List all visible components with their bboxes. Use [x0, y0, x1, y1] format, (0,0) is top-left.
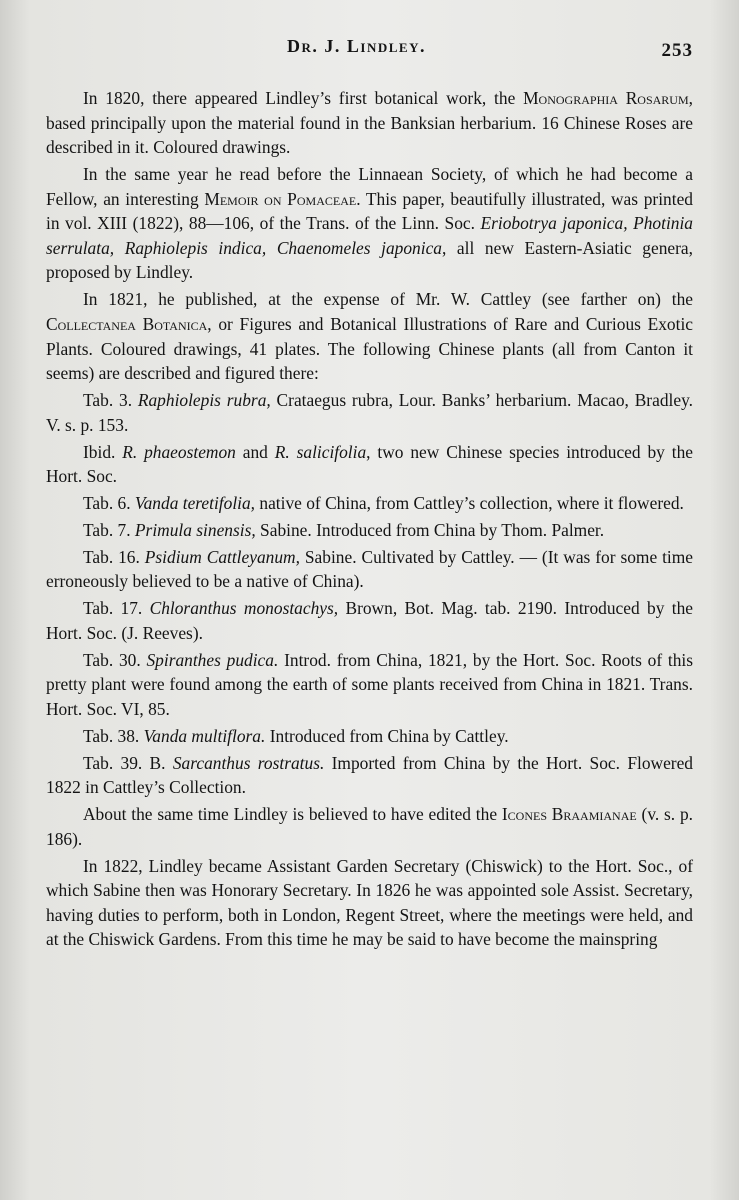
italic-text: Psidium Cattleyanum, [144, 546, 300, 567]
paragraph [46, 440, 693, 489]
italic-text: Raphiolepis rubra, [137, 390, 271, 411]
text-run: , all new Eastern-Asiatic genera, proposed by Lindley. [46, 237, 693, 283]
paragraph [46, 86, 693, 160]
text-run: In the same year he read before the Linnaean Society, of which he had become a Fellow, an interesting [46, 164, 693, 209]
paragraph [46, 162, 693, 285]
text-run: Tab. 16. [83, 546, 145, 567]
page-number: 253 [661, 40, 693, 61]
italic-text: Vanda teretifolia, [134, 492, 256, 513]
text-run: In 1821, he published, at the expense of Mr. W. Cattley (see farther on) the [83, 289, 693, 310]
paragraph [46, 388, 693, 437]
paragraph [46, 518, 693, 543]
text-run: Tab. 7. [83, 519, 135, 540]
small-caps-title: Collectanea Botanica [46, 313, 208, 334]
text-run: Imported from China by the Hort. Soc. Flowered 1822 in Cattley’s Collection. [46, 752, 693, 798]
text-run: , two new Chinese species introduced by the Hort. Soc. [46, 441, 693, 487]
text-run: and [235, 441, 275, 462]
italic-text: R. salicifolia [274, 441, 367, 462]
text-run: Tab. 39. B. [83, 752, 173, 773]
paragraph [46, 596, 693, 645]
paragraph [46, 724, 693, 749]
text-run: . This paper, beautifully illustrated, was printed in vol. XIII (1822), 88—106, of the Trans. of the Linn. Soc. [46, 188, 693, 234]
small-caps-title: Monographia Rosarum [523, 88, 689, 108]
text-run: About the same time Lindley is believed to have edited the [83, 804, 502, 825]
text-run: Sabine. Cultivated by Cattley. — (It was for some time erroneously believed to be a native of China). [46, 546, 694, 592]
text-run: Tab. 38. [83, 725, 144, 746]
italic-text: Spiranthes pudica. [146, 649, 279, 670]
page-header [0, 36, 739, 66]
small-caps-title: Memoir on Pomaceae [204, 188, 357, 209]
text-run: Sabine. Introduced from China by Thom. Palmer. [255, 519, 605, 540]
text-run: Crataegus rubra, Lour. Banks’ herbarium. Macao, Bradley. V. s. p. 153. [46, 390, 693, 435]
paragraph [46, 648, 693, 722]
text-run: , based principally upon the material found in the Banksian herbarium. 16 Chinese Roses are described in it. Coloured drawings. [46, 88, 693, 158]
italic-text: Eriobotrya japonica, Photinia serrulata, Raphiolepis indica, Chaenomeles japonica [46, 213, 693, 258]
text-run: Introduced from China by Cattley. [265, 725, 509, 746]
text-run: (v. s. p. 186). [46, 804, 693, 849]
text-run: , or Figures and Botanical Illustrations of Rare and Curious Exotic Plants. Coloured drawings, 41 plates. The following Chinese plants (all from Canton it seems) are described and figured there: [46, 313, 694, 384]
text-run: Introd. from China, 1821, by the Hort. Soc. Roots of this pretty plant were found among the earth of some plants received from China in 1821. Trans. Hort. Soc. VI, 85. [46, 649, 694, 719]
small-caps-title: Icones Braamianae [501, 804, 637, 825]
paragraph [46, 545, 693, 594]
text-run: In 1820, there appeared Lindley’s first botanical work, the [83, 88, 524, 108]
running-head: Dr. J. Lindley. [287, 36, 426, 56]
text-run: Tab. 30. [83, 649, 147, 670]
text-run: Ibid. [83, 441, 123, 462]
paragraph [46, 287, 693, 385]
paragraph [46, 802, 693, 851]
italic-text: Vanda multiflora. [143, 725, 266, 746]
italic-text: Sarcanthus rostratus. [172, 752, 325, 773]
italic-text: R. phaeostemon [122, 441, 236, 462]
text-run: Tab. 17. [83, 598, 150, 619]
italic-text: Chloranthus monostachys, [149, 598, 339, 619]
text-run: native of China, from Cattley’s collection, where it flowered. [255, 492, 684, 513]
paragraph [46, 491, 693, 516]
text-run: In 1822, Lindley became Assistant Garden Secretary (Chiswick) to the Hort. Soc., of which Sabine then was Honorary Secretary. In 1826 he was appointed sole Assist. Secretary, having duties to perform, both in London, Regent Street, where the meetings were held, and at the Chiswick Gardens. From this time he may be said to have become the mainspring [46, 855, 693, 950]
paragraph [46, 854, 693, 952]
text-run: Brown, Bot. Mag. tab. 2190. Introduced by the Hort. Soc. (J. Reeves). [46, 598, 693, 643]
text-run: Tab. 6. [83, 492, 135, 513]
body-text [46, 86, 693, 954]
italic-text: Primula sinensis, [134, 519, 256, 540]
paragraph [46, 751, 693, 800]
text-run: Tab. 3. [83, 390, 138, 411]
